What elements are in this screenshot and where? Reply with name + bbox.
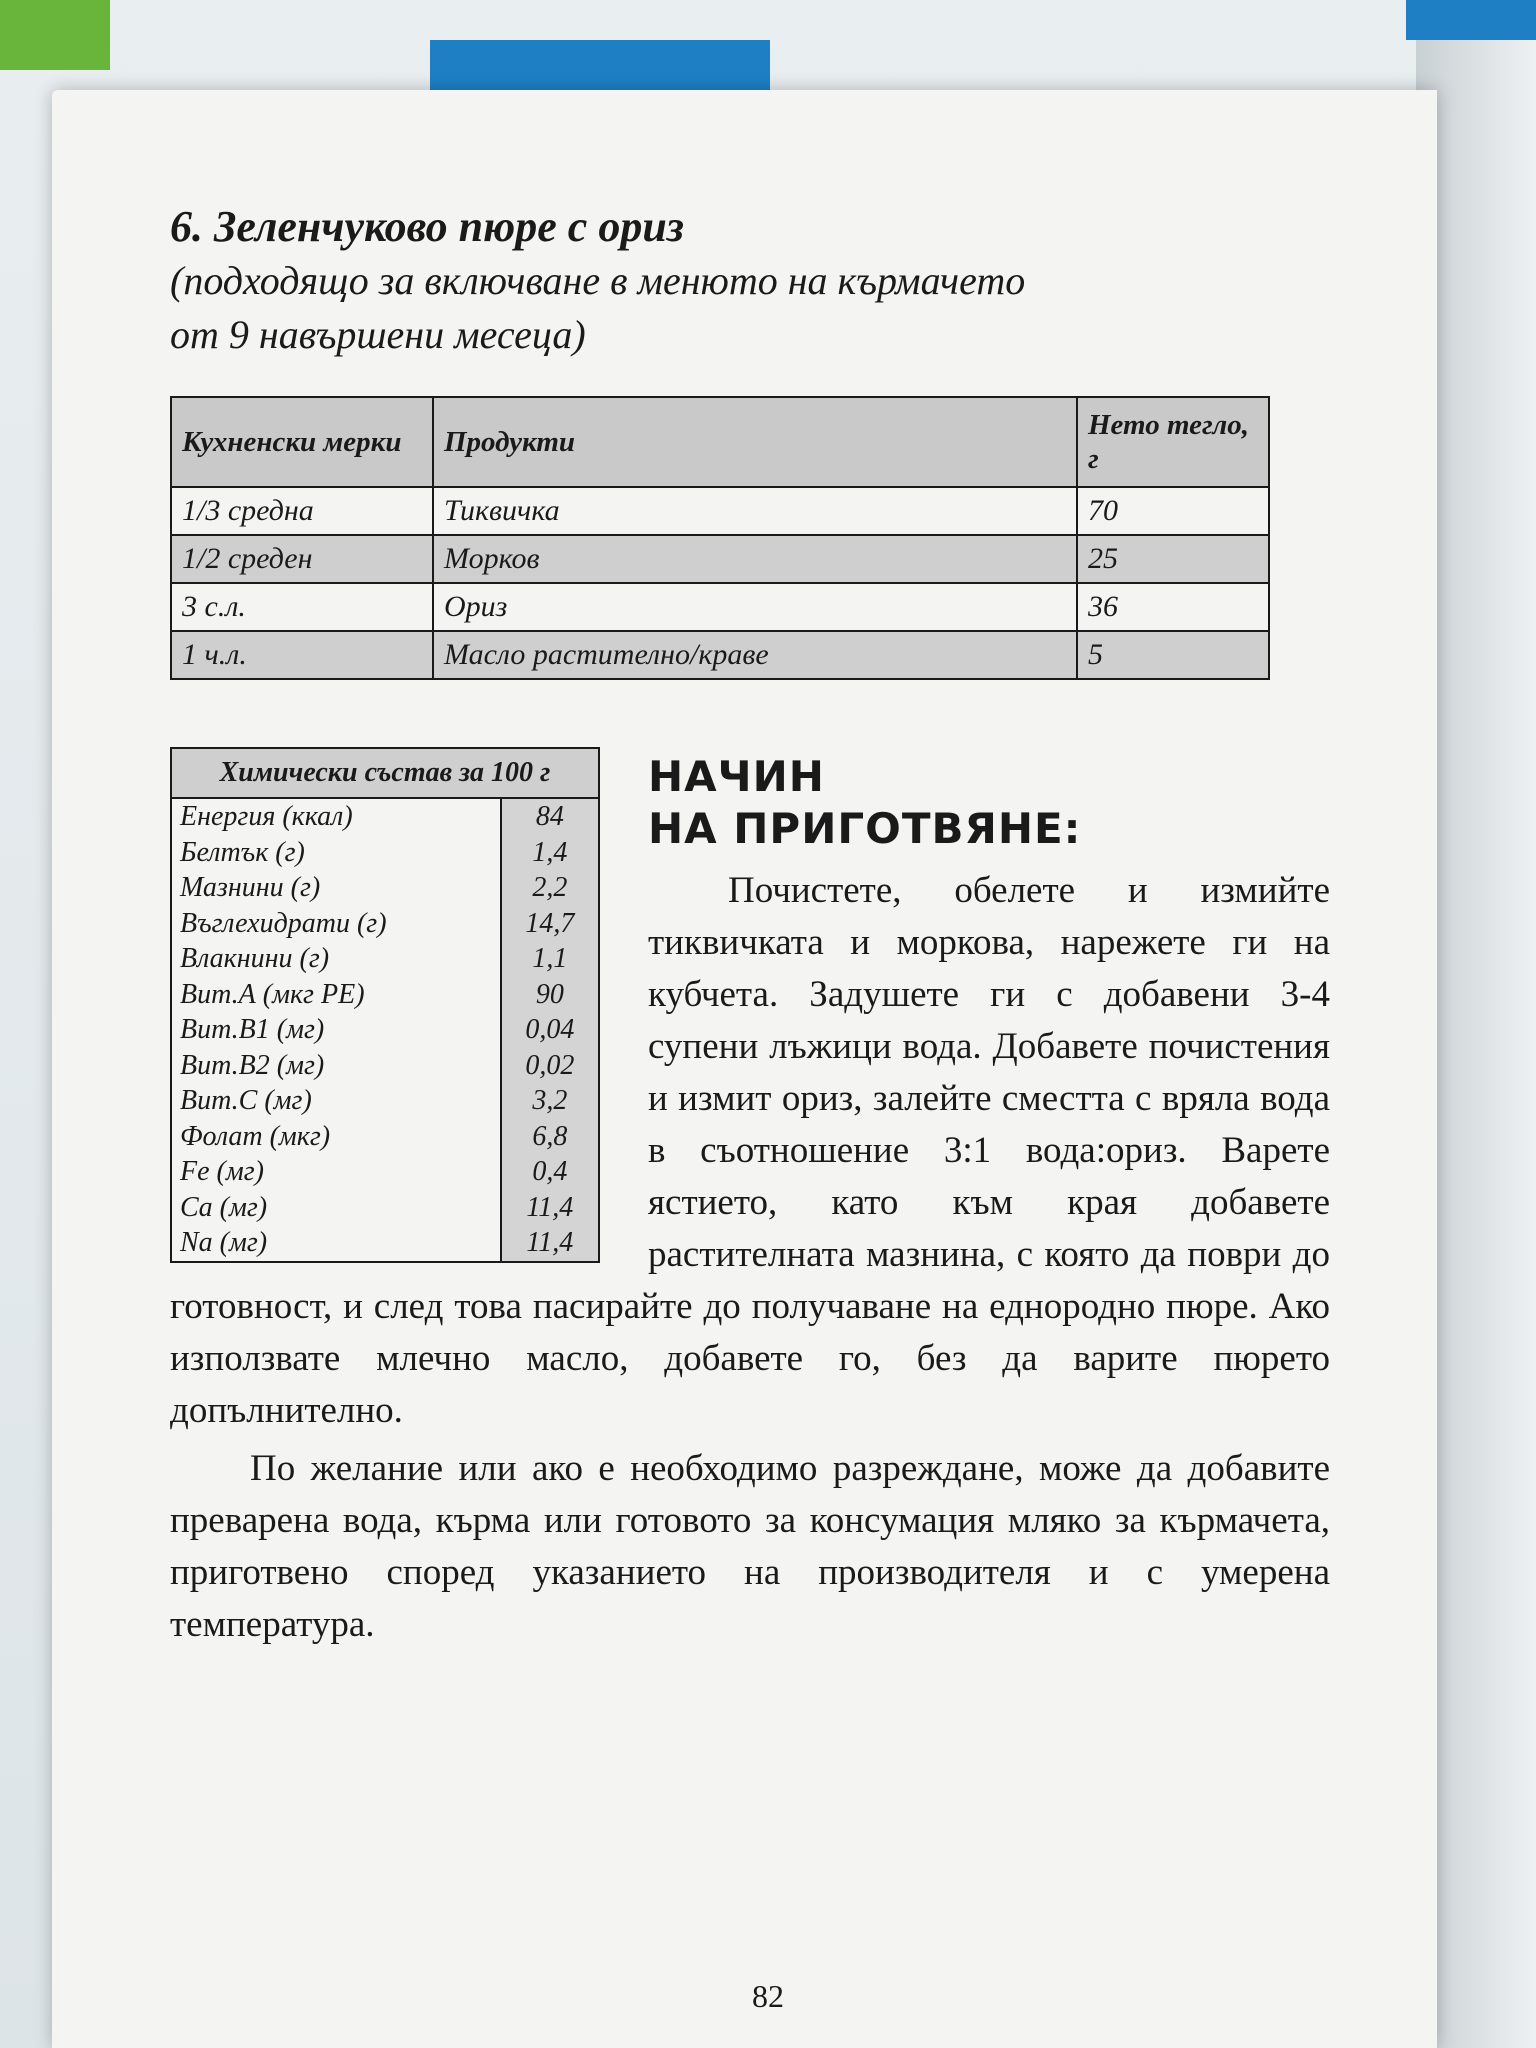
recipe-subtitle-line-1: (подходящо за включване в менюто на кърмачето bbox=[170, 258, 1026, 303]
ingredient-measure: 1 ч.л. bbox=[171, 631, 433, 679]
chemical-value: 90 bbox=[501, 977, 599, 1013]
ingredient-measure: 1/3 средна bbox=[171, 487, 433, 535]
method-paragraph-2: По желание или ако е необходимо разреждане, може да добавите преварена вода, кърма или готовото за консумация мляко за кърмачета, приготвено според указанието на производителя и с умерена температура. bbox=[170, 1448, 1330, 1645]
ingredient-product: Морков bbox=[433, 535, 1077, 583]
lower-section bbox=[170, 745, 1330, 1651]
method-title-line-2: НА ПРИГОТВЯНЕ: bbox=[648, 804, 1082, 853]
chemical-label: Вит.В2 (мг) bbox=[171, 1048, 501, 1084]
ingredient-weight: 25 bbox=[1077, 535, 1269, 583]
ingredient-product: Тиквичка bbox=[433, 487, 1077, 535]
header-products: Продукти bbox=[433, 397, 1077, 487]
page-number: 82 bbox=[752, 1978, 784, 2014]
chemical-value: 14,7 bbox=[501, 906, 599, 942]
chemical-row bbox=[171, 1225, 599, 1262]
chemical-row bbox=[171, 1119, 599, 1155]
chemical-label: Вит.А (мкг РЕ) bbox=[171, 977, 501, 1013]
chemical-header-row bbox=[171, 748, 599, 798]
chemical-value: 0,02 bbox=[501, 1048, 599, 1084]
ingredient-weight: 36 bbox=[1077, 583, 1269, 631]
chemical-row bbox=[171, 870, 599, 906]
page-content bbox=[170, 200, 1330, 1645]
ingredients-table bbox=[170, 396, 1270, 680]
chemical-label: Белтък (г) bbox=[171, 835, 501, 871]
chemical-row bbox=[171, 835, 599, 871]
chemical-value: 11,4 bbox=[501, 1225, 599, 1262]
chemical-label: Ca (мг) bbox=[171, 1190, 501, 1226]
ingredient-weight: 70 bbox=[1077, 487, 1269, 535]
recipe-title: 6. Зеленчуково пюре с ориз bbox=[170, 202, 684, 251]
chemical-row bbox=[171, 798, 599, 835]
method-paragraph-1: Почистете, обелете и измийте тиквичката и моркова, нарежете ги на кубчета. Задушете ги с добавени 3-4 супени лъжици вода. Добавете почистения и измит ориз, залейте сместта с вряла вода в съотношение 3:1 вода:ориз. Варете ястието, като към края добавете растителната мазнина, с която да поври до готовност, и след това пасирайте до получаване на еднородно пюре. Ако използвате млечно масло, добавете го, без да варите пюрето допълнително. bbox=[170, 870, 1330, 1431]
chemical-label: Fe (мг) bbox=[171, 1154, 501, 1190]
chemical-row bbox=[171, 1012, 599, 1048]
chemical-value: 1,1 bbox=[501, 941, 599, 977]
chemical-row bbox=[171, 1190, 599, 1226]
chemical-label: Фолат (мкг) bbox=[171, 1119, 501, 1155]
method-title-line-1: НАЧИН bbox=[648, 752, 825, 801]
chemical-value: 0,4 bbox=[501, 1154, 599, 1190]
recipe-subtitle-line-2: от 9 навършени месеца) bbox=[170, 312, 586, 357]
chemical-value: 3,2 bbox=[501, 1083, 599, 1119]
chemical-header: Химически състав за 100 г bbox=[171, 748, 599, 798]
ingredient-row bbox=[171, 583, 1269, 631]
chemical-label: Вит.В1 (мг) bbox=[171, 1012, 501, 1048]
ingredient-product: Ориз bbox=[433, 583, 1077, 631]
header-measures: Кухненски мерки bbox=[171, 397, 433, 487]
ingredient-measure: 3 с.л. bbox=[171, 583, 433, 631]
ingredient-product: Масло растително/краве bbox=[433, 631, 1077, 679]
chemical-value: 2,2 bbox=[501, 870, 599, 906]
chemical-row bbox=[171, 1083, 599, 1119]
chemical-row bbox=[171, 977, 599, 1013]
chemical-label: Влакнини (г) bbox=[171, 941, 501, 977]
ingredient-row bbox=[171, 487, 1269, 535]
header-net-weight: Нето тегло, г bbox=[1077, 397, 1269, 487]
chemical-row bbox=[171, 1154, 599, 1190]
chemical-value: 11,4 bbox=[501, 1190, 599, 1226]
ingredient-weight: 5 bbox=[1077, 631, 1269, 679]
ingredient-measure: 1/2 среден bbox=[171, 535, 433, 583]
chemical-row bbox=[171, 906, 599, 942]
chemical-value: 1,4 bbox=[501, 835, 599, 871]
chemical-label: Енергия (ккал) bbox=[171, 798, 501, 835]
chemical-value: 0,04 bbox=[501, 1012, 599, 1048]
chemical-label: Вит.С (мг) bbox=[171, 1083, 501, 1119]
chemical-row bbox=[171, 1048, 599, 1084]
ingredients-header-row bbox=[171, 397, 1269, 487]
chemical-label: Въглехидрати (г) bbox=[171, 906, 501, 942]
chemical-label: Na (мг) bbox=[171, 1225, 501, 1262]
chemical-value: 6,8 bbox=[501, 1119, 599, 1155]
chemical-value: 84 bbox=[501, 798, 599, 835]
chemical-row bbox=[171, 941, 599, 977]
ingredient-row bbox=[171, 535, 1269, 583]
chemical-label: Мазнини (г) bbox=[171, 870, 501, 906]
background-green-patch bbox=[0, 0, 110, 70]
chemical-composition-table bbox=[170, 747, 600, 1263]
ingredient-row bbox=[171, 631, 1269, 679]
background-blue-corner bbox=[1406, 0, 1536, 40]
